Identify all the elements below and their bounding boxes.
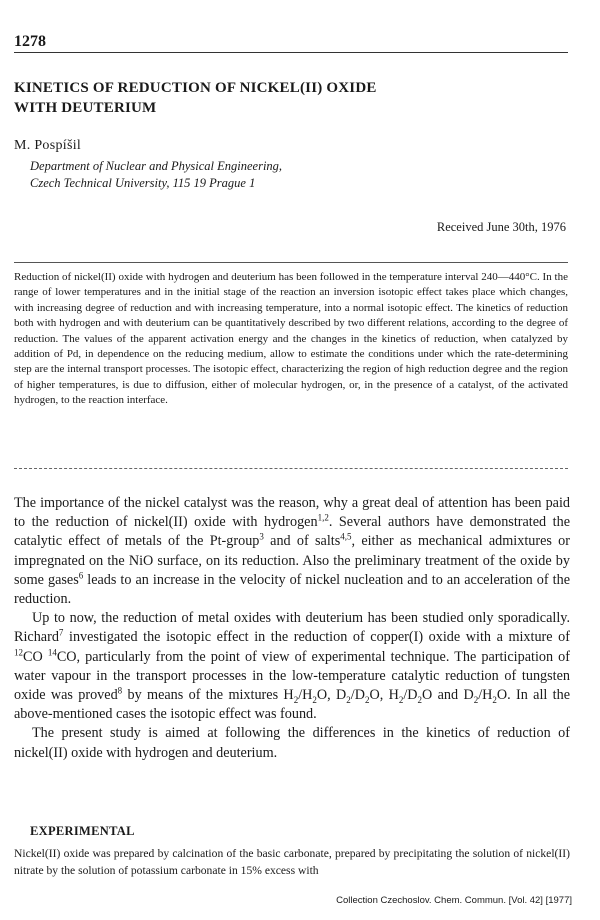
- body-paragraph-2: [14, 609, 570, 724]
- affiliation-line-2: Czech Technical University, 115 19 Prague 1: [30, 176, 256, 190]
- p1-text-a: The importance of the nickel catalyst was the reason, why a great deal of attention has been paid to the reduction of nickel(II) oxide with hydrogen: [14, 495, 570, 531]
- subscript-2: 2: [346, 694, 351, 705]
- p2-text-k: O and D: [422, 687, 474, 704]
- subscript-2: 2: [293, 694, 299, 705]
- subscript-2: 2: [492, 694, 497, 705]
- ref-4-5: 4,5: [340, 531, 352, 542]
- p2-text-b: investigated the isotopic effect in the reduction of copper(I) oxide with a mixture of: [63, 629, 570, 646]
- ref-8: 8: [117, 685, 123, 696]
- article-title-line-2: WITH DEUTERIUM: [14, 100, 157, 116]
- abstract-rule-top: [14, 262, 568, 263]
- page-number: 1278: [14, 33, 46, 50]
- p2-text-c: CO: [23, 648, 48, 665]
- p2-text-g: O, D: [316, 687, 347, 704]
- body-paragraph-3: The present study is aimed at following the differences in the kinetics of reduction of nickel(II) oxide with hydrogen and deuterium.: [14, 725, 570, 761]
- p2-text-d: CO, particularly from the point of view of experimental technique. The participation of water vapour in the transport processes in the low-temperature catalytic reduction of tungsten oxide was proved: [14, 648, 570, 704]
- ref-7: 7: [58, 627, 64, 638]
- abstract-rule-bottom: [14, 468, 568, 469]
- p1-text-c: and of salts: [263, 533, 341, 550]
- journal-footer: Collection Czechoslov. Chem. Commun. [Vol. 42] [1977]: [336, 895, 572, 906]
- p2-text-i: O, H: [369, 687, 399, 704]
- subscript-2: 2: [473, 694, 479, 705]
- article-title: [14, 78, 554, 118]
- affiliation-line-1: Department of Nuclear and Physical Engineering,: [30, 159, 283, 173]
- p2-text-e: by means of the mixtures H: [122, 687, 294, 704]
- section-heading-experimental: EXPERIMENTAL: [30, 824, 135, 838]
- article-title-line-1: KINETICS OF REDUCTION OF NICKEL(II) OXIDE: [14, 80, 377, 96]
- subscript-2: 2: [398, 694, 404, 705]
- p2-text-m: O. In all the above-mentioned cases the isotopic effect was found.: [14, 687, 571, 723]
- body-text: [14, 494, 570, 763]
- p2-text-l: /H: [478, 687, 493, 704]
- body-paragraph-1: [14, 494, 570, 609]
- p2-text-j: /D: [403, 687, 418, 704]
- ref-3: 3: [259, 531, 264, 542]
- ref-6: 6: [78, 570, 84, 581]
- author-name: M. Pospíšil: [14, 138, 82, 153]
- header-rule: [14, 52, 568, 53]
- isotope-12: 12: [14, 646, 23, 657]
- subscript-2: 2: [417, 694, 423, 705]
- subscript-2: 2: [364, 694, 370, 705]
- p2-text-h: /D: [350, 687, 365, 704]
- ref-1-2: 1,2: [317, 512, 329, 523]
- p2-text-f: /H: [298, 687, 313, 704]
- author-affiliation: [30, 158, 282, 192]
- experimental-text: Nickel(II) oxide was prepared by calcination of the basic carbonate, prepared by precipitating the solution of nickel(II) nitrate by the solution of potassium carbonate in 15% excess with: [14, 847, 570, 877]
- subscript-2: 2: [312, 694, 317, 705]
- p1-text-d: , either as mechanical admixtures or impregnated on the NiO surface, on its reduction. Also the preliminary treatment of the oxide by some gases: [14, 533, 570, 588]
- p1-text-b: . Several authors have demonstrated the catalytic effect of metals of the Pt-group: [14, 514, 570, 550]
- isotope-14: 14: [47, 646, 57, 657]
- p1-text-e: leads to an increase in the velocity of nickel nucleation and to an acceleration of the reduction.: [14, 571, 570, 608]
- abstract-text: Reduction of nickel(II) oxide with hydrogen and deuterium has been followed in the temperature interval 240—440°C. In the range of lower temperatures and in the initial stage of the reaction an inversion isotopic effect takes place which changes, with increasing degree of reduction and with increasing temperature, into a normal isotopic effect. The kinetics of reduction both with hydrogen and with deuterium can be quantitatively described by two different relations, according to the degree of reduction. The values of the apparent activation energy and the changes in the kinetics of reduction, when catalyzed by addition of Pd, in dependence on the reducing medium, allow to estimate the conditions under which the rate-determining step are the internal transport processes. The isotopic effect, characterizing the region of high reduction degree and the region of higher temperatures, is due to diffusion, either of molecular hydrogen, or, in the presence of a catalyst, of the activated hydrogen, to the reaction interface.: [14, 271, 568, 407]
- p2-text-a: Up to now, the reduction of metal oxides with deuterium has been studied only sporadically. Richard: [14, 610, 570, 646]
- received-date: Received June 30th, 1976: [436, 220, 566, 234]
